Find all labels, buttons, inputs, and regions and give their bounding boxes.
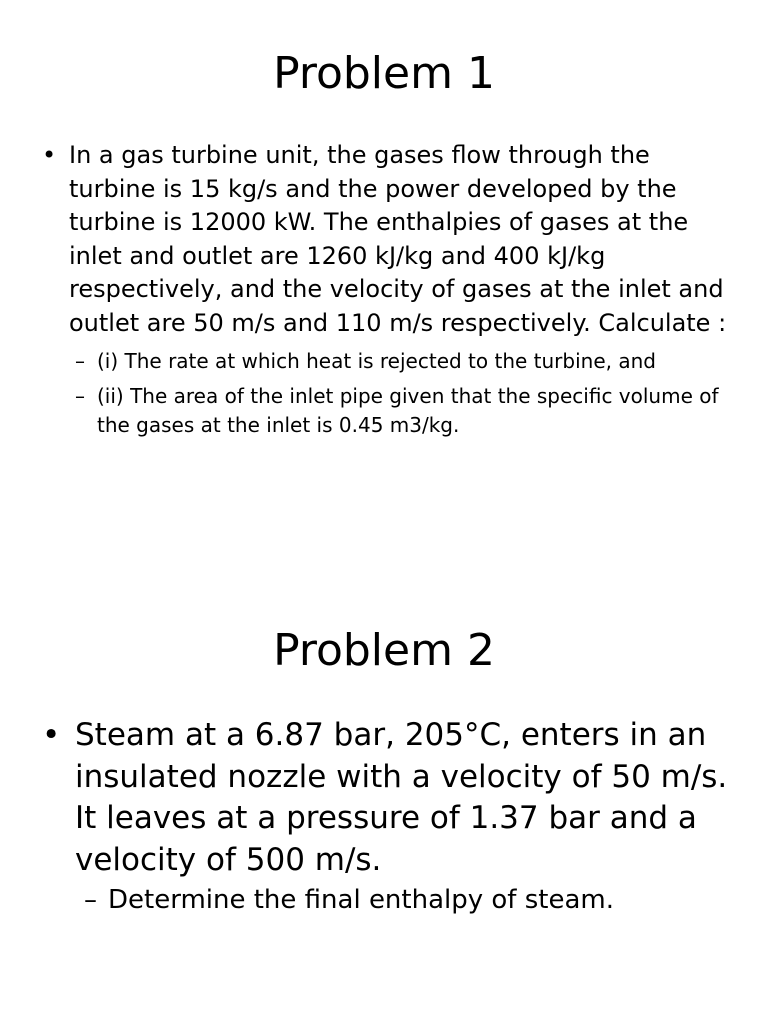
bullet-item (42, 715, 732, 881)
sub-item (42, 382, 732, 440)
sub-item (42, 347, 732, 376)
slide-body (42, 139, 732, 440)
slide-problem-2 (0, 512, 768, 1024)
bullet-text: Steam at a 6.87 bar, 205°C, enters in an insulated nozzle with a velocity of 50 m/s. It leaves at a pressure of 1.37 bar and a velocity of 500 m/s. (75, 717, 728, 878)
sub-item-marker: – (84, 885, 97, 915)
bullet-item (42, 139, 732, 341)
sub-item-marker: – (75, 348, 85, 373)
bullet-text: In a gas turbine unit, the gases flow through the turbine is 15 kg/s and the power developed by the turbine is 12000 kW. The enthalpies of gases at the inlet and outlet are 1260 kJ/kg and 400 kJ/kg respectively, and the velocity of gases at the inlet and outlet are 50 m/s and 110 m/s respectively. Calculate : (69, 141, 727, 337)
sub-item-text: (ii) The area of the inlet pipe given that the specific volume of the gases at the inlet is 0.45 m3/kg. (97, 383, 719, 437)
slide-body (42, 715, 732, 917)
slide-title: Problem 2 (273, 625, 495, 676)
sub-item-text: Determine the final enthalpy of steam. (108, 885, 614, 915)
bullet-marker: • (42, 141, 57, 169)
bullet-marker: • (42, 717, 61, 753)
sub-item-text: (i) The rate at which heat is rejected to the turbine, and (97, 348, 656, 373)
slide-title: Problem 1 (273, 48, 495, 99)
sub-item-marker: – (75, 383, 85, 408)
sub-item (42, 883, 732, 917)
